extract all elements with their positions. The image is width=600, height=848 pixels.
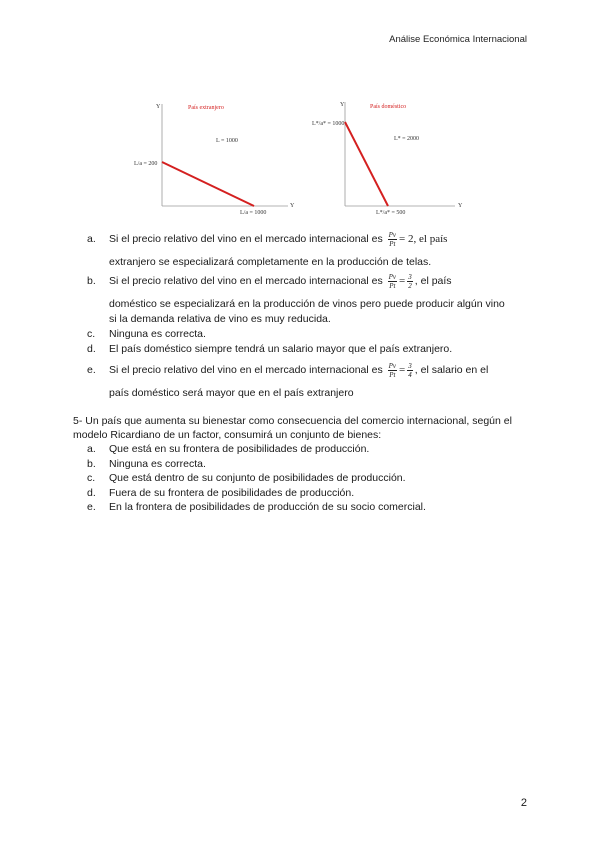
left-frontier-line — [162, 162, 254, 206]
q4-option-c: c. Ninguna es correcta. — [87, 328, 206, 340]
option-label: a. — [87, 233, 96, 245]
q5-option-b: b. Ninguna es correcta. — [87, 457, 206, 470]
question-5-options — [87, 442, 527, 515]
left-chart-title: País extranjero — [188, 105, 224, 111]
q5-option-e: e. En la frontera de posibilidades de producción de su socio comercial. — [87, 501, 426, 513]
page-number: 2 — [520, 797, 527, 809]
right-y-axis-label: Y — [340, 102, 345, 108]
right-x-intercept: L*/a* = 500 — [376, 210, 406, 216]
right-param: L* = 2000 — [394, 136, 420, 142]
left-x-axis-label: Y — [290, 203, 295, 209]
running-header: Análise Económica Internacional — [389, 34, 527, 45]
q4-option-b: b. Si el precio relativo del vino en el mercado internacional es $\frac{Pv}{Pt}$ = $\frac{3}{2}$ , el país doméstico se especializará en la producción de vinos pero puede producir algún vino si la demanda relativa de vino es muy reducida. — [87, 270, 527, 327]
fraction-pv-pt: $\frac{Pv}{Pt}$ — [388, 361, 397, 379]
ppf-charts — [130, 96, 470, 216]
fraction-pv-pt: $\frac{Pv}{Pt}$ — [388, 272, 397, 290]
ppf-figure — [130, 96, 470, 216]
q5-option-c: c. Que está dentro de su conjunto de posibilidades de producción. — [87, 472, 406, 484]
fraction-value: $\frac{3}{4}$ — [408, 361, 412, 379]
right-frontier-line — [345, 122, 388, 206]
left-y-intercept: L/a = 200 — [134, 161, 158, 167]
left-y-axis-label: Y — [156, 104, 161, 110]
q4-option-a: a. Si el precio relativo del vino en el mercado internacional es $\frac{Pv}{Pt}$ = 2, el país extranjero se especializará completamente en la producción de telas. — [87, 228, 527, 270]
right-chart-title: País doméstico — [370, 104, 407, 110]
right-y-intercept: L*/a* = 1000 — [312, 121, 345, 127]
q4-option-e: e. Si el precio relativo del vino en el mercado internacional es $\frac{Pv}{Pt}$ = $\frac{3}{4}$ , el salario en el país doméstico será mayor que en el país extranjero — [87, 359, 527, 401]
q5-option-a: a. Que está en su frontera de posibilidades de producción. — [87, 443, 370, 455]
q4-option-d: d. El país doméstico siempre tendrá un salario mayor que el país extranjero. — [87, 343, 453, 355]
fraction-pv-pt: $\frac{Pv}{Pt}$ — [388, 230, 397, 248]
left-x-intercept: L/a = 1000 — [240, 210, 267, 216]
option-label: e. — [87, 364, 96, 376]
fraction-value: $\frac{3}{2}$ — [408, 272, 412, 290]
q5-option-d: d. Fuera de su frontera de posibilidades de producción. — [87, 486, 355, 499]
left-param: L = 1000 — [216, 138, 238, 144]
option-label: b. — [87, 275, 96, 287]
question-5-stem: 5- Un país que aumenta su bienestar como consecuencia del comercio internacional, según el modelo Ricardiano de un factor, consumirá un conjunto de bienes: — [73, 415, 512, 441]
right-x-axis-label: Y — [458, 203, 463, 209]
